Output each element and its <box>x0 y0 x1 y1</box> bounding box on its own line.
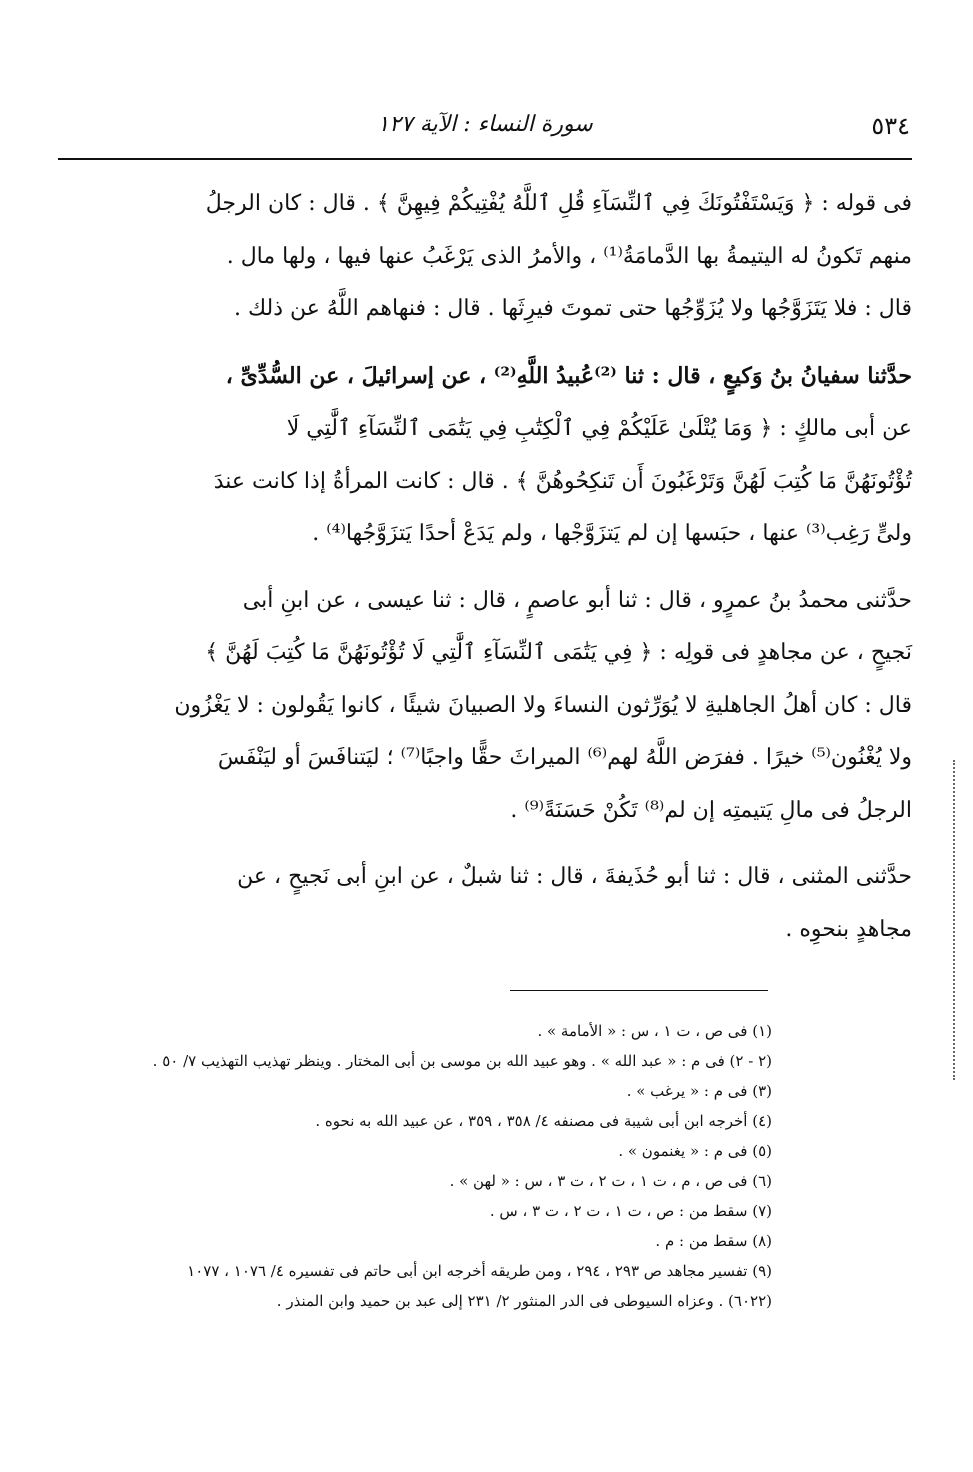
header-rule <box>58 158 912 160</box>
main-text <box>60 178 912 956</box>
text-line: قال : كان أهلُ الجاهليةِ لا يُوَرِّثون النساءَ ولا الصبيانَ شيئًا ، كانوا يَقُولون : لا يَغْزُون <box>174 692 912 718</box>
text-line: نَجيحٍ ، عن مجاهدٍ فى قولِه : ﴿ فِي يَتَٰمَى ٱلنِّسَآءِ ٱلَّٰتِي لَا تُؤْتُونَهُنَّ مَا كُتِبَ لَهُنَّ ﴾ <box>205 640 912 665</box>
text-line: عن أبى مالكٍ : ﴿ وَمَا يُتْلَىٰ عَلَيْكُمْ فِي ٱلْكِتَٰبِ فِي يَتَٰمَى ٱلنِّسَآءِ ٱلَّٰتِي لَا <box>286 416 912 441</box>
text-line: حدَّثنا سفيانُ بنُ وَكيعٍ ، قال : ثنا ⁽²⁾عُبيدُ اللَّهِ⁽²⁾ ، عن إسرائيلَ ، عن السُّدِّىِّ ، <box>225 362 912 389</box>
footnote-rule <box>510 990 768 991</box>
text-line: الرجلُ فى مالِ يَتيمتِه إن لم⁽⁸⁾ تَكُنْ حَسَنَةً⁽⁹⁾ . <box>510 797 912 823</box>
running-header <box>60 112 910 152</box>
footnote: (٣) فى م : « يرغب » . <box>626 1082 772 1100</box>
text-line: قال : فلا يَتَزَوَّجُها ولا يُزَوِّجُها حتى تموتَ فيرِثَها . قال : فنهاهم اللَّهُ عن ذلك . <box>233 296 912 321</box>
text-line: فى قوله : ﴿ وَيَسْتَفْتُونَكَ فِي ٱلنِّسَآءِ قُلِ ٱللَّهُ يُفْتِيكُمْ فِيهِنَّ ﴾ . قال : كان الرجلُ <box>205 191 912 216</box>
footnote: (٦٠٢٢) . وعزاه السيوطى فى الدر المنثور ٢/ ٢٣١ إلى عبد بن حميد وابن المنذر . <box>276 1292 772 1310</box>
text-line: مجاهدٍ بنحوِه . <box>785 916 912 942</box>
surah-verse-heading: سورة النساء : الآية ١٢٧ <box>377 112 593 137</box>
footnote: (٢ - ٢) فى م : « عبد الله » . وهو عبيد الله بن موسى بن أبى المختار . وينظر تهذيب التهذيب ٧/ ٥٠ . <box>152 1052 772 1070</box>
footnote: (٦) فى ص ، م ، ت ١ ، ت ٢ ، ت ٣ ، س : « لهن » . <box>449 1172 772 1190</box>
paragraph-1 <box>60 178 912 336</box>
text-line: ولا يُغْنُون⁽⁵⁾ خيرًا . ففرَض اللَّهُ لهم⁽⁶⁾ الميراثَ حقًّا واجبًا⁽⁷⁾ ؛ ليَتنافَسَ أو ليَنْفَسَ <box>217 745 912 770</box>
paragraph-2 <box>60 350 912 561</box>
paragraph-3 <box>60 575 912 838</box>
footnote: (٨) سقط من : م . <box>655 1232 772 1250</box>
text-line: حدَّثنى محمدُ بنُ عمرٍو ، قال : ثنا أبو عاصمٍ ، قال : ثنا عيسى ، عن ابنِ أبى <box>242 587 912 613</box>
text-line: ولىٍّ رَغِب⁽³⁾ عنها ، حبَسها إن لم يَتزَوَّجْها ، ولم يَدَعْ أحدًا يَتزَوَّجُها⁽⁴⁾ . <box>312 521 912 546</box>
footnote: (٩) تفسير مجاهد ص ٢٩٣ ، ٢٩٤ ، ومن طريقه أخرجه ابن أبى حاتم فى تفسيره ٤/ ١٠٧٦ ، ١٠٧٧ <box>187 1262 772 1280</box>
page-number: ٥٣٤ <box>871 112 910 140</box>
footnotes <box>60 1016 772 1316</box>
text-line: منهم تَكونُ له اليتيمةُ بها الدَّمامَةُ⁽¹⁾ ، والأمرُ الذى يَرْغَبُ عنها فيها ، ولها مال . <box>226 243 912 269</box>
scan-edge-mark <box>953 760 967 1080</box>
text-line: تُؤْتُونَهُنَّ مَا كُتِبَ لَهُنَّ وَتَرْغَبُونَ أَن تَنكِحُوهُنَّ ﴾ . قال : كانت المرأةُ إذا كانت عندَ <box>213 468 912 494</box>
footnote: (٤) أخرجه ابن أبى شيبة فى مصنفه ٤/ ٣٥٨ ، ٣٥٩ ، عن عبيد الله به نحوه . <box>315 1112 772 1130</box>
paragraph-4 <box>60 851 912 956</box>
text-line: حدَّثنى المثنى ، قال : ثنا أبو حُذَيفةَ ، قال : ثنا شبلٌ ، عن ابنِ أبى نَجيحٍ ، عن <box>237 864 912 889</box>
footnote: (٧) سقط من : ص ، ت ١ ، ت ٢ ، ت ٣ ، س . <box>489 1202 772 1220</box>
footnote: (١) فى ص ، ت ١ ، س : « الأمامة » . <box>537 1022 772 1040</box>
footnote: (٥) فى م : « يغنمون » . <box>618 1142 772 1160</box>
